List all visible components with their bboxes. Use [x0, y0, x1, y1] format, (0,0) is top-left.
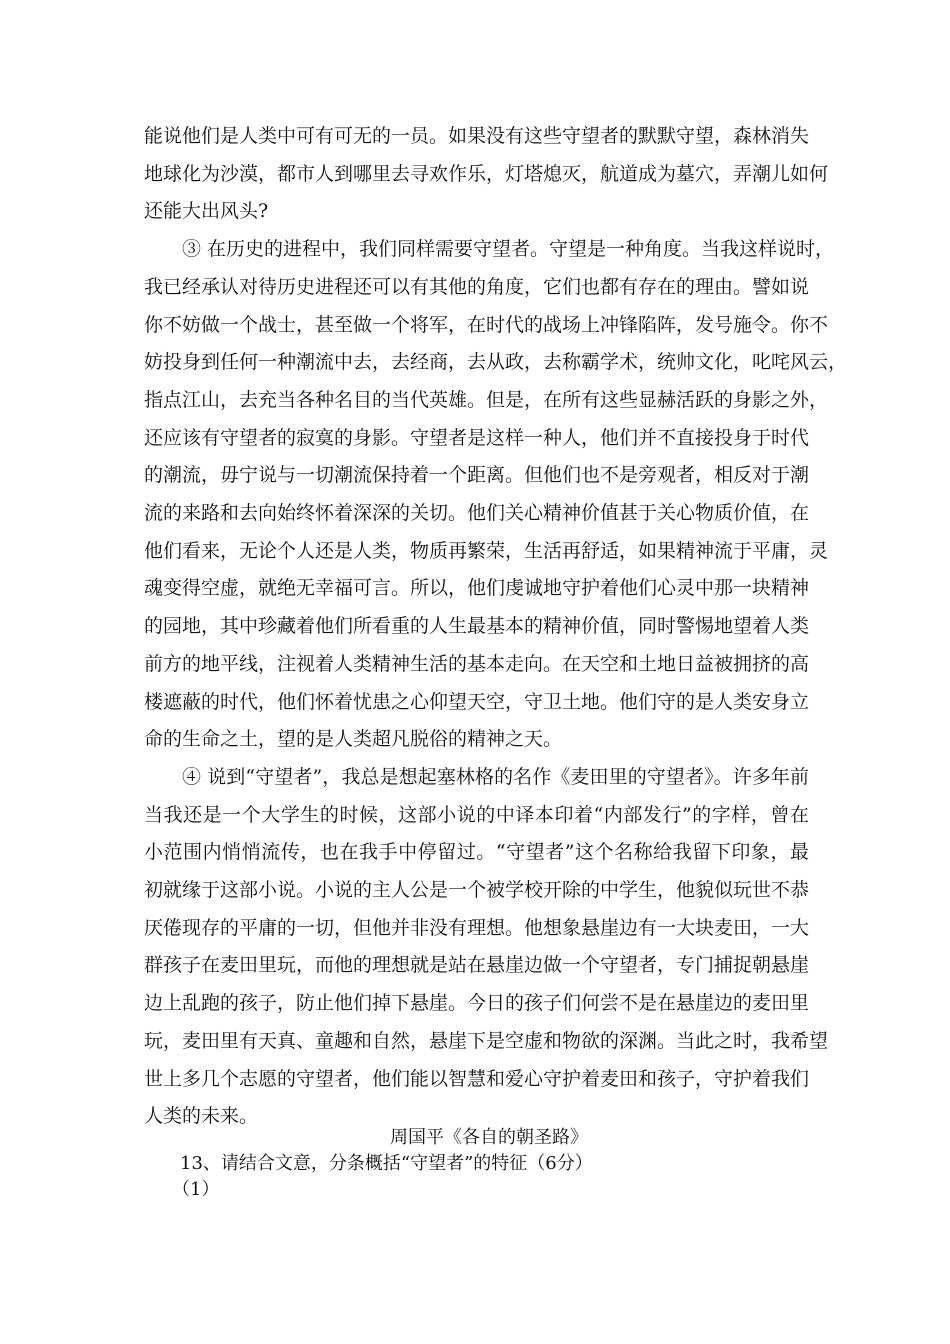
text-line: 群孩子在麦田里玩，而他的理想就是站在悬崖边做一个守望者，专门捕捉朝悬崖: [144, 954, 810, 977]
text-line: 指点江山，去充当各种名目的当代英雄。但是，在所有这些显赫活跃的身影之外，: [144, 388, 829, 411]
text-line: 厌倦现存的平庸的一切，但他并非没有理想。他想象悬崖边有一大块麦田，一大: [144, 916, 810, 939]
text-line: 初就缘于这部小说。小说的主人公是一个被学校开除的中学生，他貌似玩世不恭: [144, 879, 810, 902]
question-13: 13、请结合文意，分条概括“守望者”的特征（6分）: [180, 1153, 593, 1174]
text-line: 妨投身到任何一种潮流中去，去经商，去从政，去称霸学术，统帅文化，叱咤风云，: [144, 351, 848, 374]
text-line: 世上多几个志愿的守望者，他们能以智慧和爱心守护着麦田和孩子，守护着我们: [144, 1067, 810, 1090]
text-line: 魂变得空虚，就绝无幸福可言。所以，他们虔诚地守护着他们心灵中那一块精神: [144, 577, 810, 600]
text-line: 地球化为沙漠，都市人到哪里去寻欢作乐，灯塔熄灭，航道成为墓穴，弄潮儿如何: [144, 162, 829, 185]
paragraph-continuation: [144, 118, 829, 231]
text-line: 能说他们是人类中可有可无的一员。如果没有这些守望者的默默守望，森林消失: [144, 125, 810, 147]
text-line: 命的生命之土，望的是人类超凡脱俗的精神之天。: [144, 728, 563, 751]
text-line: 前方的地平线，注视着人类精神生活的基本走向。在天空和土地日益被拥挤的高: [144, 652, 810, 675]
answer-item-1-label: （1）: [172, 1179, 220, 1200]
text-line: 他们看来，无论个人还是人类，物质再繁荣，生活再舒适，如果精神流于平庸，灵: [144, 539, 829, 562]
text-line: 边上乱跑的孩子，防止他们掉下悬崖。今日的孩子们何尝不是在悬崖边的麦田里: [144, 992, 810, 1015]
text-line: 人类的未来。: [144, 1105, 259, 1128]
text-line: 楼遮蔽的时代，他们怀着忧患之心仰望天空，守卫土地。他们守的是人类安身立: [144, 690, 810, 713]
text-line: 还能大出风头?: [144, 200, 269, 223]
text-line: 还应该有守望者的寂寞的身影。守望者是这样一种人，他们并不直接投身于时代: [144, 426, 810, 449]
text-line: ④ 说到“守望者”，我总是想起塞林格的名作《麦田里的守望者》。许多年前: [182, 765, 809, 788]
source-citation: 周国平《各自的朝圣路》: [390, 1127, 588, 1148]
text-line: 你不妨做一个战士，甚至做一个将军，在时代的战场上冲锋陷阵，发号施令。你不: [144, 313, 829, 336]
text-line: 的园地，其中珍藏着他们所看重的人生最基本的精神价值，同时警惕地望着人类: [144, 615, 810, 638]
text-line: ③ 在历史的进程中，我们同样需要守望者。守望是一种角度。当我这样说时，: [182, 238, 835, 261]
text-line: 流的来路和去向始终怀着深深的关切。他们关心精神价值甚于关心物质价值，在: [144, 502, 810, 525]
text-line: 玩，麦田里有天真、童趣和自然，悬崖下是空虚和物欲的深渊。当此之时，我希望: [144, 1029, 829, 1052]
text-line: 小范围内悄悄流传，也在我手中停留过。“守望者”这个名称给我留下印象，最: [144, 841, 809, 864]
text-line: 当我还是一个大学生的时候，这部小说的中译本印着“内部发行”的字样，曾在: [144, 803, 809, 826]
paragraph-4: [144, 759, 829, 1136]
text-line: 的潮流，毋宁说与一切潮流保持着一个距离。但他们也不是旁观者，相反对于潮: [144, 464, 810, 487]
article-body: [144, 118, 848, 1136]
text-line: 我已经承认对待历史进程还可以有其他的角度，它们也都有存在的理由。譬如说: [144, 275, 810, 298]
paragraph-3: [144, 231, 848, 759]
